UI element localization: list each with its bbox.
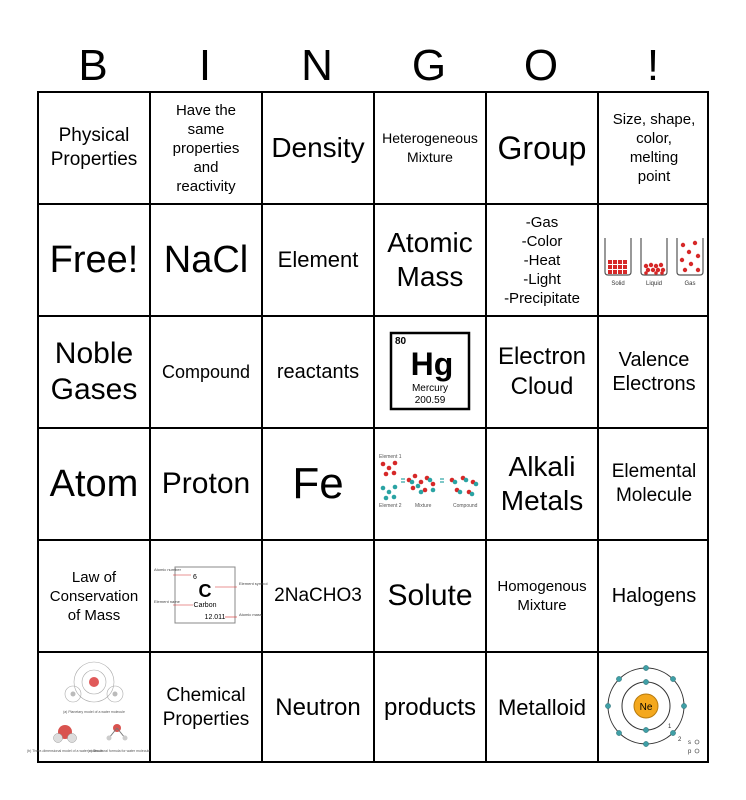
- header-letter-o: O: [523, 41, 559, 90]
- liquid-label: Liquid: [645, 281, 663, 287]
- element-compound-mixture-icon: [377, 454, 483, 514]
- bingo-cell[interactable]: [599, 541, 709, 653]
- bingo-cell[interactable]: [487, 541, 599, 653]
- periodic-tile-carbon-icon: [153, 561, 268, 631]
- shell-2-label: 2: [678, 737, 682, 743]
- bingo-cell[interactable]: [151, 93, 263, 205]
- bingo-cell[interactable]: [487, 653, 599, 763]
- bingo-cell[interactable]: [599, 205, 709, 317]
- bingo-cell[interactable]: [599, 653, 709, 763]
- mercury-mass: 200.59: [414, 395, 446, 406]
- s-orbital-label: s: [688, 740, 691, 746]
- neon-symbol: Ne: [639, 702, 653, 713]
- cell-text: Valence Electrons: [612, 349, 696, 395]
- bingo-cell[interactable]: [487, 93, 599, 205]
- cell-text: Proton: [161, 467, 251, 500]
- bingo-cell[interactable]: [375, 653, 487, 763]
- periodic-tile-mercury-icon: [389, 331, 471, 413]
- mercury-symbol: Hg: [410, 346, 454, 382]
- bingo-cell[interactable]: [487, 317, 599, 429]
- cell-text: Heterogeneous Mixture: [382, 130, 478, 165]
- compound-label: Compound: [453, 503, 478, 509]
- free-cell[interactable]: [39, 205, 151, 317]
- bingo-cell[interactable]: [487, 429, 599, 541]
- bingo-card-grid: [27, 91, 709, 763]
- bingo-cell[interactable]: [599, 317, 709, 429]
- cell-text: Homogenous Mixture: [497, 578, 587, 614]
- bingo-header: [37, 40, 709, 92]
- cell-text: Solute: [387, 579, 473, 612]
- beakers-solid-liquid-gas-icon: [601, 230, 707, 290]
- solid-label: Solid: [611, 281, 625, 287]
- bingo-cell[interactable]: [27, 653, 151, 763]
- cell-text: Group: [497, 130, 587, 166]
- carbon-name: Carbon: [193, 602, 217, 609]
- bingo-cell[interactable]: [39, 429, 151, 541]
- cell-text: Law of Conservation of Mass: [49, 568, 139, 624]
- carbon-symbol: C: [198, 581, 212, 601]
- cell-text: Element: [277, 247, 359, 272]
- bingo-cell[interactable]: [375, 205, 487, 317]
- cell-text: 2NaCHO3: [274, 585, 362, 606]
- carbon-number: 6: [193, 574, 197, 581]
- header-letter-exclaim: !: [646, 41, 660, 90]
- cell-text: Compound: [161, 362, 251, 382]
- bingo-cell[interactable]: [375, 93, 487, 205]
- header-letter-n: N: [301, 41, 333, 90]
- bingo-cell[interactable]: [151, 317, 263, 429]
- element1-label: Element 1: [379, 454, 402, 460]
- cell-text: Electron Cloud: [497, 343, 587, 400]
- cell-text: reactants: [276, 361, 360, 383]
- bingo-cell[interactable]: [263, 429, 375, 541]
- cell-text: Density: [271, 132, 365, 163]
- bingo-cell[interactable]: [263, 653, 375, 763]
- bingo-cell[interactable]: [151, 205, 263, 317]
- atomic-number-callout: Atomic number: [154, 567, 181, 572]
- header-letter-i: I: [198, 41, 212, 90]
- cell-text: Atom: [49, 463, 139, 505]
- element-name-callout: Element name: [154, 599, 180, 604]
- three-d-model-caption: (b) Three-dimensional model of a water molecule: [27, 749, 103, 753]
- bingo-cell[interactable]: [151, 541, 268, 653]
- cell-text: Chemical Properties: [162, 685, 250, 730]
- cell-text: Alkali Metals: [500, 451, 584, 516]
- bingo-cell[interactable]: [375, 541, 487, 653]
- bingo-cell[interactable]: [375, 317, 487, 429]
- gas-label: Gas: [684, 281, 696, 287]
- cell-text: Size, shape, color, melting point: [612, 111, 696, 185]
- cell-text: Free!: [49, 239, 139, 281]
- bingo-cell[interactable]: [599, 429, 709, 541]
- bingo-cell[interactable]: [263, 93, 375, 205]
- cell-text: Fe: [292, 459, 344, 508]
- structural-formula-caption: (c) Structural formula for water molecule: [87, 749, 151, 753]
- shell-1-label: 1: [668, 724, 672, 730]
- bingo-cell[interactable]: [263, 541, 375, 653]
- planetary-model-caption: (a) Planetary model of a water molecule: [63, 710, 125, 714]
- cell-text: Have the same properties and reactivity: [172, 101, 240, 195]
- mercury-number: 80: [395, 336, 407, 347]
- cell-text: Elemental Molecule: [611, 461, 697, 506]
- atomic-mass-callout: Atomic mass: [239, 612, 262, 617]
- mixture-label: Mixture: [415, 503, 432, 509]
- element2-label: Element 2: [379, 503, 402, 509]
- bingo-cell[interactable]: [151, 653, 263, 763]
- mercury-name: Mercury: [411, 383, 449, 394]
- p-orbital-label: p: [688, 749, 692, 755]
- cell-text: Halogens: [611, 585, 697, 607]
- header-letter-b: B: [78, 41, 108, 90]
- cell-text: Metalloid: [497, 695, 587, 720]
- cell-text: -Gas -Color -Heat -Light -Precipitate: [504, 213, 580, 307]
- bingo-cell[interactable]: [151, 429, 263, 541]
- header-letter-g: G: [411, 41, 447, 90]
- element-symbol-callout: Element symbol: [239, 581, 268, 586]
- cell-text: Atomic Mass: [387, 227, 473, 292]
- water-molecule-diagram-icon: [27, 656, 151, 760]
- cell-text: Physical Properties: [50, 125, 138, 170]
- bingo-cell[interactable]: [39, 541, 151, 653]
- carbon-mass: 12.011: [204, 614, 226, 621]
- cell-text: NaCl: [163, 239, 249, 281]
- bingo-cell[interactable]: [39, 317, 151, 429]
- bingo-cell[interactable]: [599, 93, 709, 205]
- bingo-cell[interactable]: [487, 205, 599, 317]
- bingo-cell[interactable]: [263, 205, 375, 317]
- cell-text: Neutron: [275, 694, 361, 721]
- cell-text: products: [383, 694, 477, 721]
- bingo-cell[interactable]: [39, 93, 151, 205]
- bingo-cell[interactable]: [263, 317, 375, 429]
- neon-bohr-model-icon: [604, 658, 704, 758]
- cell-text: Noble Gases: [50, 337, 138, 406]
- bingo-cell[interactable]: [375, 429, 487, 541]
